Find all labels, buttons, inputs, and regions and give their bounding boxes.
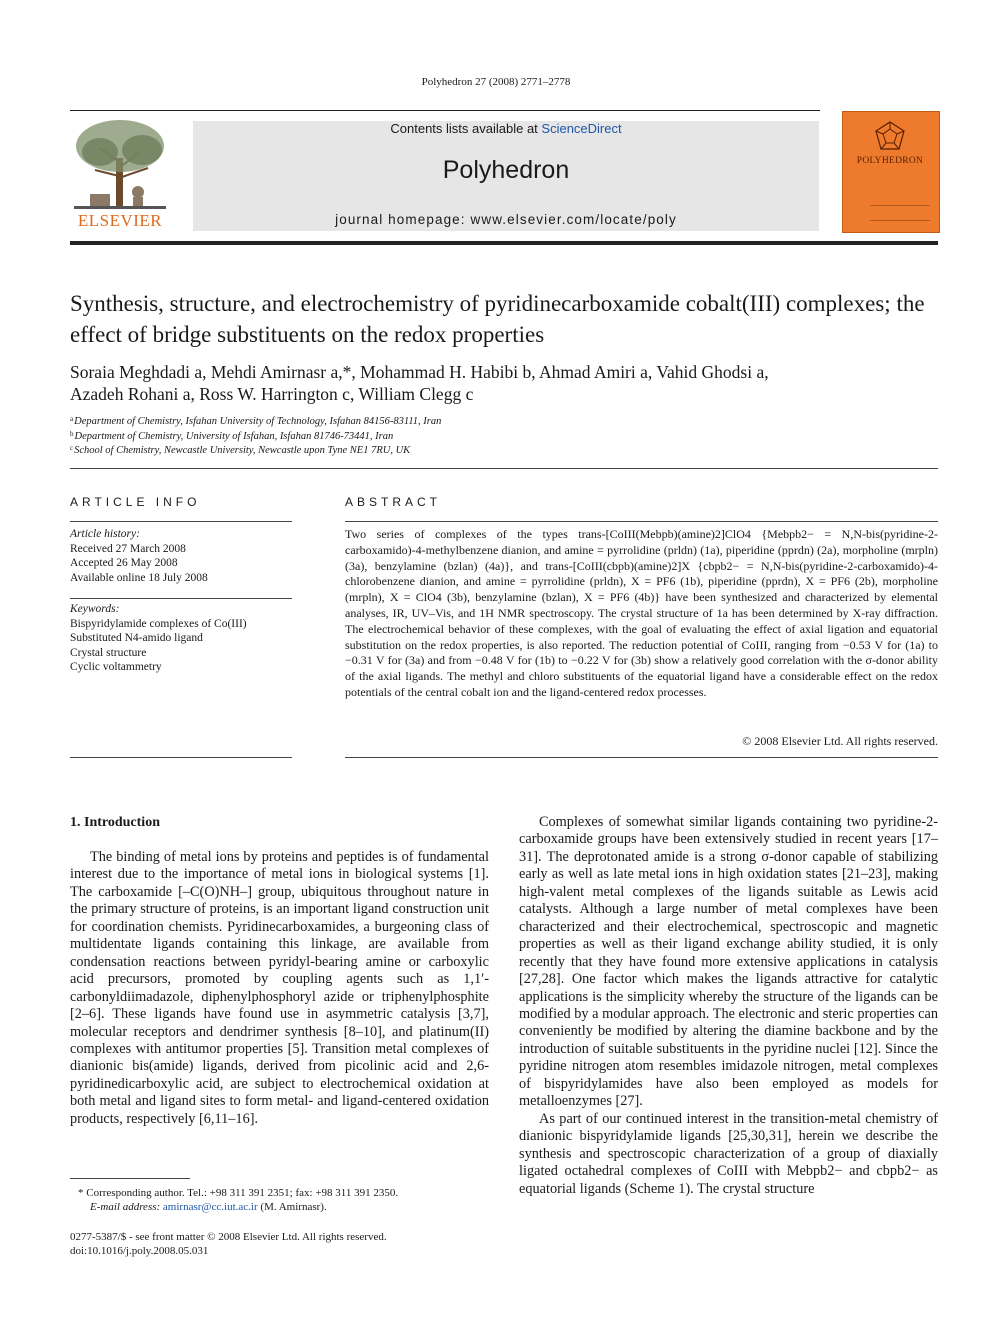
affiliation-c: $^c$School of Chemistry, Newcastle University, Newcastle upon Tyne NE1 7RU, UK [70, 444, 411, 456]
keywords-rule [70, 598, 292, 599]
corresponding-author-note: * Corresponding author. Tel.: +98 311 391 2351; fax: +98 311 391 2350. [78, 1187, 399, 1199]
elsevier-wordmark: ELSEVIER [77, 211, 163, 230]
header-top-rule [70, 110, 820, 111]
intro-right-column [519, 814, 938, 1198]
journal-homepage[interactable]: journal homepage: www.elsevier.com/locate/poly [335, 212, 677, 227]
article-info-heading: ARTICLE INFO [70, 495, 201, 509]
authors-line-2: Azadeh Rohani a, Ross W. Harrington c, William Clegg c [70, 384, 474, 404]
sciencedirect-link[interactable]: ScienceDirect [541, 121, 622, 136]
abstract-copyright: © 2008 Elsevier Ltd. All rights reserved. [742, 734, 938, 748]
abstract-bottom-rule [345, 757, 938, 758]
journal-citation: Polyhedron 27 (2008) 2771–2778 [421, 76, 571, 88]
email-label: E-mail address: [90, 1201, 163, 1213]
author-list [70, 361, 950, 405]
intro-left-column [70, 849, 489, 1128]
authors-line-1: Soraia Meghdadi a, Mehdi Amirnasr a,*, Mohammad H. Habibi b, Ahmad Amiri a, Vahid Ghodsi a, [70, 362, 769, 382]
email-suffix: (M. Amirnasr). [257, 1201, 327, 1213]
affiliation-b: $^b$Department of Chemistry, University of Isfahan, Isfahan 81746-73441, Iran [70, 430, 394, 442]
affiliations-rule [70, 468, 938, 469]
header-bottom-rule [70, 241, 938, 245]
cover-polyhedron-icon [873, 120, 907, 152]
intro-paragraph-1: The binding of metal ions by proteins and peptides is of fundamental interest due to the importance of metal ions in biological systems [1]. The carboxamide [–C(O)NH–] group, ubiquitous throughout nature in the primary structure of proteins, is an important ligand construction unit for coordination chemists. Pyridinecarboxamides, a burgeoning class of multidentate ligands containing this linkage, are available from condensation reactions between pyridyl-bearing amine or carboxylic acid precursors, promoted by coupling agents such as 1,1′-carbonyldiimadazole, diphenylphosphoryl azide or triphenylphosphite [2–6]. These ligands have found use in asymmetric catalysis [3,7], molecular receptors and dendrimer synthesis [8–10], and platinum(II) complexes with antitumor properties [5]. Transition metal complexes of dianionic bis(amide) ligands, derived from picolinic acid and 2,6-pyridinedicarboxylic acid, are subject to electrochemical oxidation at both metal and ligand sites to form metal- and ligand-centered oxidation products, respectively [6,11–16]. [70, 849, 489, 1127]
contents-line [193, 121, 819, 136]
intro-paragraph-2: Complexes of somewhat similar ligands containing two pyridine-2-carboxamide groups have been extensively studied in recent years [17–31]. The deprotonated amide is a strong σ-donor capable of stabilizing early as well as late metal ions in high oxidation states [21–23], making high-valent metal complexes of the ligands suitable as Lewis acid catalysts. Although a large number of metal complexes have been characterized and their electrochemical, spectroscopic and magnetic properties as well as their ligand exchange ability studied, it is only recently that they have found more extensive applications in catalysis [27,28]. One factor which makes the ligands attractive for catalytic applications is the simplicity whereby the structure of the ligands can be modified by a modular approach. The electronic and steric properties can conveniently be modified by altering the diamine backbone and by the introduction of suitable substituents in the pyridine nuclei [12]. Since the pyridine nitrogen atom resembles imidazole nitrogen, metal complexes of bispyridylamides have also been employed as models for metalloenzymes [27]. [519, 814, 938, 1110]
keywords-block [70, 602, 292, 675]
elsevier-tree-logo [70, 118, 170, 212]
contents-prefix: Contents lists available at [390, 121, 542, 136]
introduction-heading: 1. Introduction [70, 815, 160, 830]
article-info-bottom-rule [70, 757, 292, 758]
abstract-text: Two series of complexes of the types trans-[CoIII(Mebpb)(amine)2]ClO4 {Mebpb2− = N,N-bis(pyridine-2-carboxamido)-4-methylbenzene dianion, and amine = pyrrolidine (prldn) (1a), piperidine (pprdn) (2a), morpholine (mrpln) (3a), benzylamine (bzlan) (4a)}, and trans-[CoIII(cbpb)(amine)2]X {cbpb2− = N,N-bis(pyridine-2-carboxamido)-4-chlorobenzene dianion, and amine = pyrrolidine (prldn), X = PF6 (1b), piperidine (pprdn), X = PF6 (2b), morpholine (mrpln), X = ClO4 (3b), benzylamine (bzlan), X = PF6 (4b)} have been synthesized and characterized by elemental analyses, IR, UV–Vis, and 1H NMR spectroscopy. The crystal structure of 1a has been determined by X-ray diffraction. The electrochemical behavior of these complexes, with the goal of evaluating the effect of axial ligation and equatorial substitution on the redox properties, is also reported. The reduction potential of CoIII, ranging from −0.53 V for (1a) to −0.31 V for (3a) and from −0.48 V for (1b) to −0.22 V for (3b) show a relatively good correlation with the σ-donor ability of the axial ligands. The methyl and chloro substituents of the equatorial ligand have a considerable effect on the redox potentials of the central cobalt ion and the ligand-centered redox processes. [345, 527, 938, 699]
history-received: Received 27 March 2008 [70, 542, 186, 555]
keyword-item: Bispyridylamide complexes of Co(III) [70, 617, 247, 630]
email-link[interactable]: amirnasr@cc.iut.ac.ir [162, 1201, 258, 1213]
article-history [70, 527, 292, 585]
history-label: Article history: [70, 528, 140, 540]
history-accepted: Accepted 26 May 2008 [70, 557, 178, 569]
journal-name: Polyhedron [442, 156, 570, 184]
email-note [90, 1200, 510, 1215]
footnote-rule [70, 1178, 190, 1179]
keyword-item: Crystal structure [70, 646, 147, 659]
article-info-rule [70, 521, 292, 522]
cover-title: POLYHEDRON [856, 156, 924, 166]
abstract-heading: ABSTRACT [345, 495, 442, 509]
keyword-item: Substituted N4-amido ligand [70, 632, 203, 644]
history-online: Available online 18 July 2008 [70, 571, 208, 584]
abstract-rule [345, 521, 938, 522]
issn-line: 0277-5387/$ - see front matter © 2008 Elsevier Ltd. All rights reserved. [70, 1231, 387, 1243]
doi-line[interactable]: doi:10.1016/j.poly.2008.05.031 [70, 1245, 209, 1257]
keyword-item: Cyclic voltammetry [70, 661, 162, 673]
cover-fine-print [870, 205, 930, 221]
affiliation-a: $^a$Department of Chemistry, Isfahan University of Technology, Isfahan 84156-83111, Iran [70, 415, 442, 427]
article-title: Synthesis, structure, and electrochemistry of pyridinecarboxamide cobalt(III) complexes; the effect of bridge substituents on the redox properties [70, 291, 925, 347]
keywords-label: Keywords: [70, 603, 120, 615]
intro-paragraph-3: As part of our continued interest in the transition-metal chemistry of dianionic bispyridylamide ligands [25,30,31], herein we describe the synthesis and spectroscopic characterization of a group of diaxially ligated octahedral complexes of CoIII with Mebpb2− and cbpb2− as equatorial ligands (Scheme 1). The crystal structure [519, 1110, 938, 1197]
